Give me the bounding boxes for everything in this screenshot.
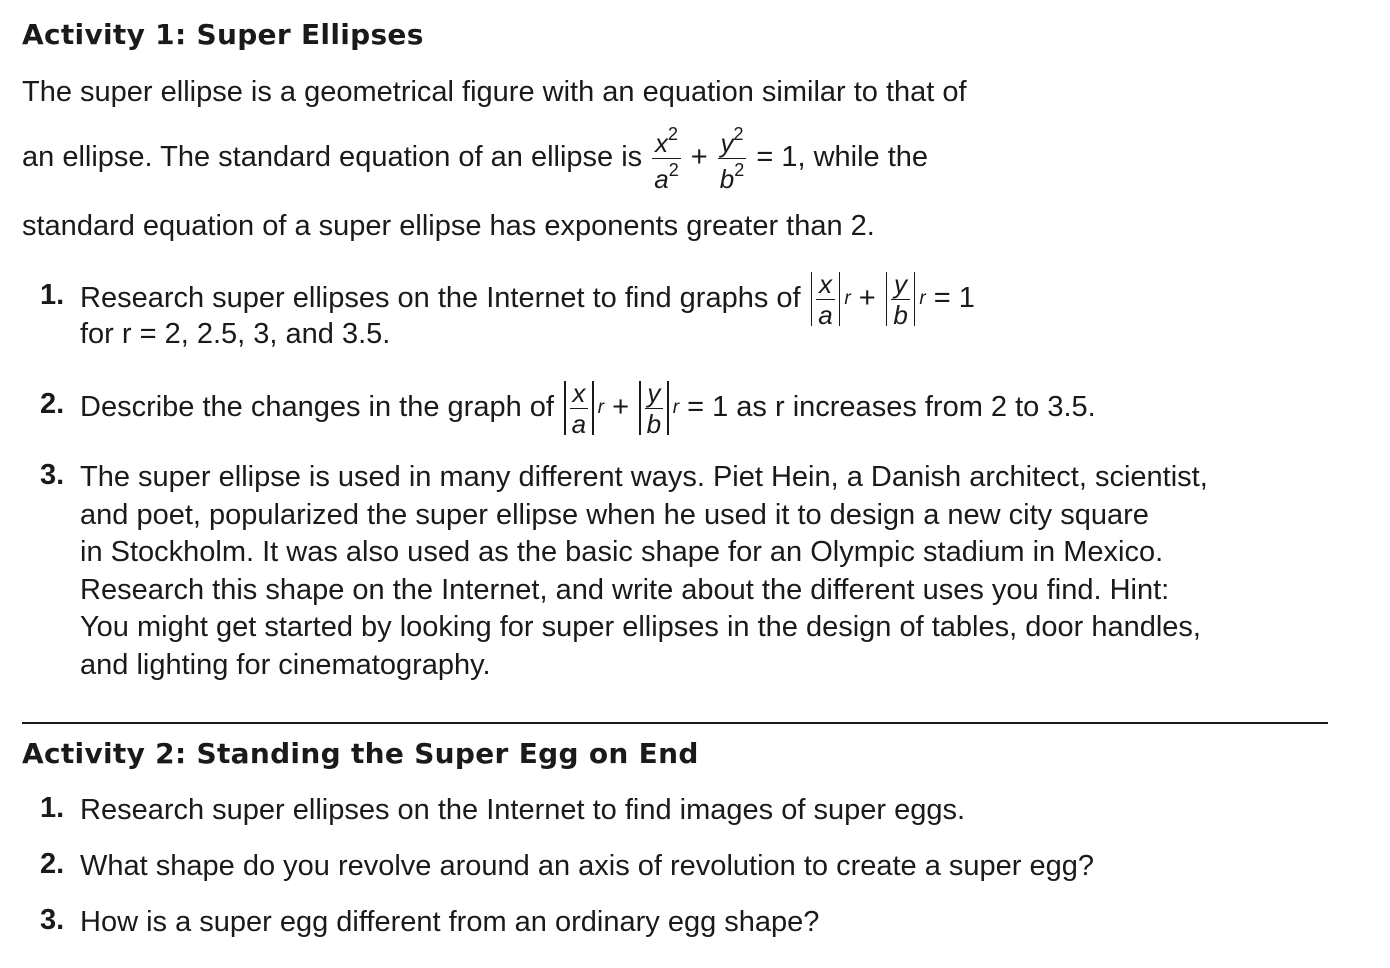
eq-b-exp: 2	[734, 159, 745, 180]
abs-plus-2: +	[612, 391, 630, 423]
eq-x: x	[654, 127, 668, 158]
abs-y-over-b-1	[884, 268, 926, 330]
a1-item-2-number: 2.	[40, 388, 65, 420]
a2-item-2-text: What shape do you revolve around an axis of revolution to create a super egg?	[80, 850, 1095, 882]
section-divider	[22, 722, 1328, 724]
eq-x-exp: 2	[667, 123, 678, 144]
a1-item-1-before: Research super ellipses on the Internet to find graphs of	[80, 282, 801, 314]
abs-b: b	[646, 408, 662, 439]
ellipse-y-fraction	[718, 125, 746, 192]
abs-a: a	[571, 408, 587, 439]
a1-item-3-line-5: You might get started by looking for super ellipses in the design of tables, door handles,	[80, 611, 1201, 644]
a2-item-1-text: Research super ellipses on the Internet to find images of super eggs.	[80, 794, 966, 826]
a1-item-3-line-3: in Stockholm. It was also used as the basic shape for an Olympic stadium in Mexico.	[80, 536, 1164, 569]
intro-line-2	[22, 121, 928, 193]
abs-x: x	[572, 377, 586, 408]
a2-item-1-number: 1.	[40, 792, 65, 824]
eq-a: a	[654, 163, 669, 194]
a1-item-3-line-1: The super ellipse is used in many different ways. Piet Hein, a Danish architect, scientist,	[80, 461, 1208, 493]
a2-item-2-number: 2.	[40, 848, 65, 880]
a1-item-3-line-2: and poet, popularized the super ellipse when he used it to design a new city square	[80, 498, 1149, 531]
intro-line-2-after: = 1, while the	[756, 141, 929, 173]
abs-y: y	[894, 268, 908, 299]
a1-item-3-number: 3.	[40, 459, 65, 491]
abs-x-over-a-2	[562, 377, 605, 439]
eq-plus: +	[690, 141, 708, 173]
a1-item-2-line	[80, 379, 1096, 437]
abs-r: r	[597, 397, 605, 419]
a1-item-1-number: 1.	[40, 279, 65, 311]
abs-a: a	[818, 299, 833, 330]
abs-x-over-a-1	[809, 268, 851, 330]
ellipse-x-fraction	[652, 125, 680, 192]
abs-r: r	[919, 288, 926, 310]
abs-y-over-b-2	[637, 377, 680, 439]
a1-item-2-before: Describe the changes in the graph of	[80, 391, 554, 423]
eq-y-exp: 2	[733, 123, 744, 144]
abs-x: x	[819, 268, 832, 299]
activity1-heading: Activity 1: Super Ellipses	[22, 18, 424, 51]
a1-item-2-after: = 1 as r increases from 2 to 3.5.	[687, 391, 1096, 423]
abs-r: r	[672, 397, 680, 419]
abs-plus-1: +	[858, 282, 876, 314]
eq-b: b	[719, 163, 735, 194]
activity2-heading: Activity 2: Standing the Super Egg on End	[22, 737, 699, 770]
eq-y: y	[720, 127, 734, 158]
a2-item-3-text: How is a super egg different from an ordinary egg shape?	[80, 906, 820, 938]
intro-line-2-before: an ellipse. The standard equation of an ellipse is	[22, 141, 643, 173]
eq-a-exp: 2	[668, 159, 679, 180]
a1-item-3-line-6: and lighting for cinematography.	[80, 648, 491, 681]
a1-item-3-line-4: Research this shape on the Internet, and write about the different uses you find. Hint:	[80, 573, 1170, 606]
intro-line-1: The super ellipse is a geometrical figure with an equation similar to that of	[22, 76, 967, 108]
a1-item-1-line-2: for r = 2, 2.5, 3, and 3.5.	[80, 318, 391, 350]
a1-item-1-after: = 1	[933, 282, 975, 314]
a2-item-3-number: 3.	[40, 904, 65, 936]
abs-b: b	[893, 299, 908, 330]
a1-item-3-text	[80, 459, 1208, 685]
abs-y: y	[647, 377, 661, 408]
abs-r: r	[844, 288, 851, 310]
intro-line-3: standard equation of a super ellipse has exponents greater than 2.	[22, 210, 875, 242]
